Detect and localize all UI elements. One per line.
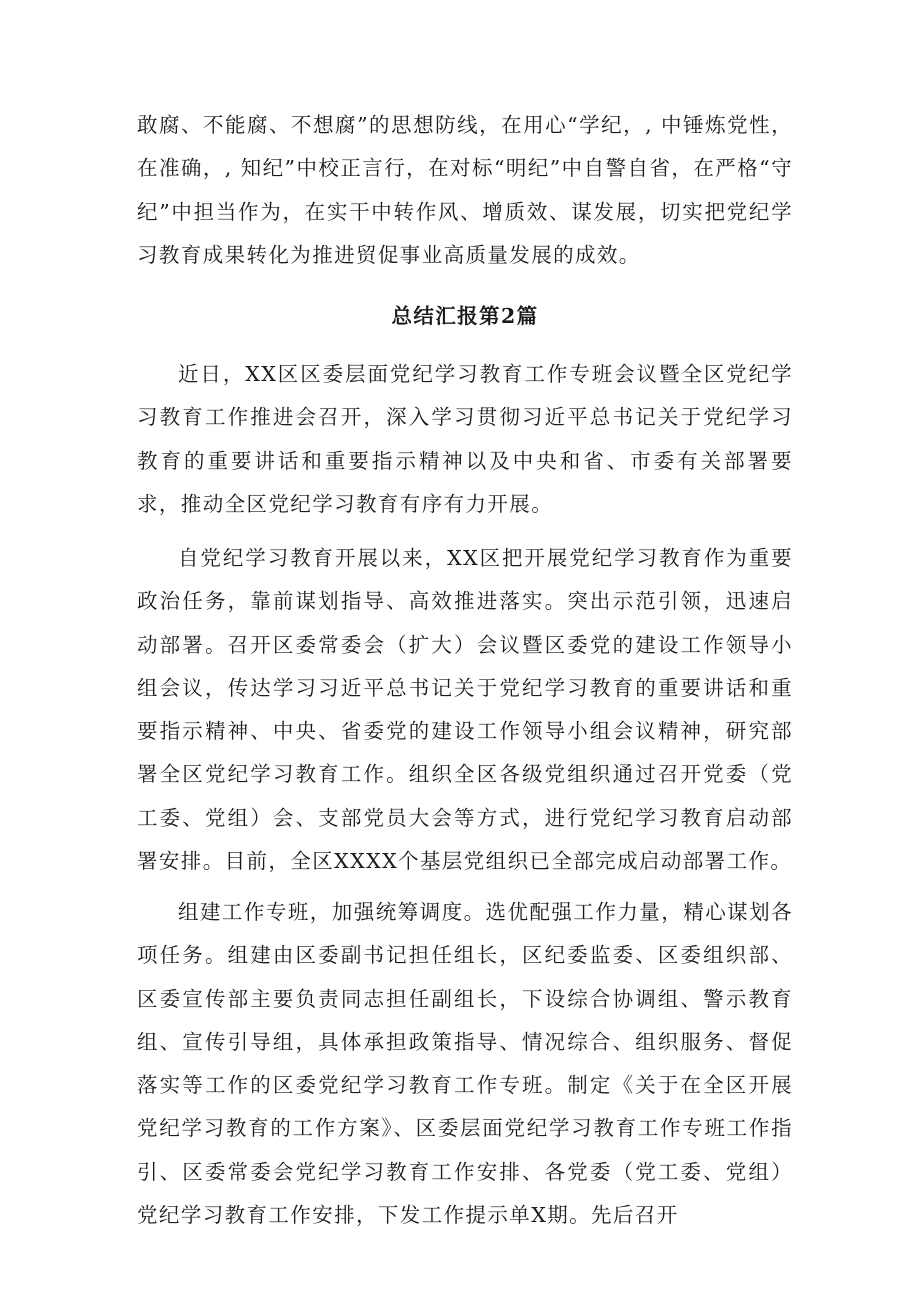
continued-paragraph: 敢腐、不能腐、不想腐”的思想防线，在用心“学纪，, 中锤炼党性，在准确，, 知纪”中校正言行，在对标“明纪”中自警自省，在严格“守纪”中担当作为，在实干中转作风、增质效、谋发展，切实把党纪学习教育成果转化为推进贸促事业高质量发展的成效。 bbox=[137, 113, 793, 267]
paragraph-1: 近日，XX区区委层面党纪学习教育工作专班会议暨全区党纪学习教育工作推进会召开，深入学习贯彻习近平总书记关于党纪学习教育的重要讲话和重要指示精神以及中央和省、市委有关部署要求，推动全区党纪学习教育有序有力开展。 bbox=[137, 362, 793, 516]
paragraph-3: 组建工作专班，加强统筹调度。选优配强工作力量，精心谋划各项任务。组建由区委副书记担任组长，区纪委监委、区委组织部、区委宣传部主要负责同志担任副组长，下设综合协调组、警示教育组、宣传引导组，具体承担政策指导、情况综合、组织服务、督促落实等工作的区委党纪学习教育工作专班。制定《关于在全区开展党纪学习教育的工作方案》、区委层面党纪学习教育工作专班工作指引、区委常委会党纪学习教育工作安排、各党委（党工委、党组）党纪学习教育工作安排，下发工作提示单X期。先后召开 bbox=[137, 900, 793, 1228]
paragraph-2: 自党纪学习教育开展以来，XX区把开展党纪学习教育作为重要政治任务，靠前谋划指导、高效推进落实。突出示范引领，迅速启动部署。召开区委常委会（扩大）会议暨区委党的建设工作领导小组会议，传达学习习近平总书记关于党纪学习教育的重要讲话和重要指示精神、中央、省委党的建设工作领导小组会议精神，研究部署全区党纪学习教育工作。组织全区各级党组织通过召开党委（党工委、党组）会、支部党员大会等方式，进行党纪学习教育启动部署安排。目前，全区XXXX个基层党组织已全部完成启动部署工作。 bbox=[137, 546, 793, 874]
section-title: 总结汇报第2篇 bbox=[391, 304, 539, 328]
